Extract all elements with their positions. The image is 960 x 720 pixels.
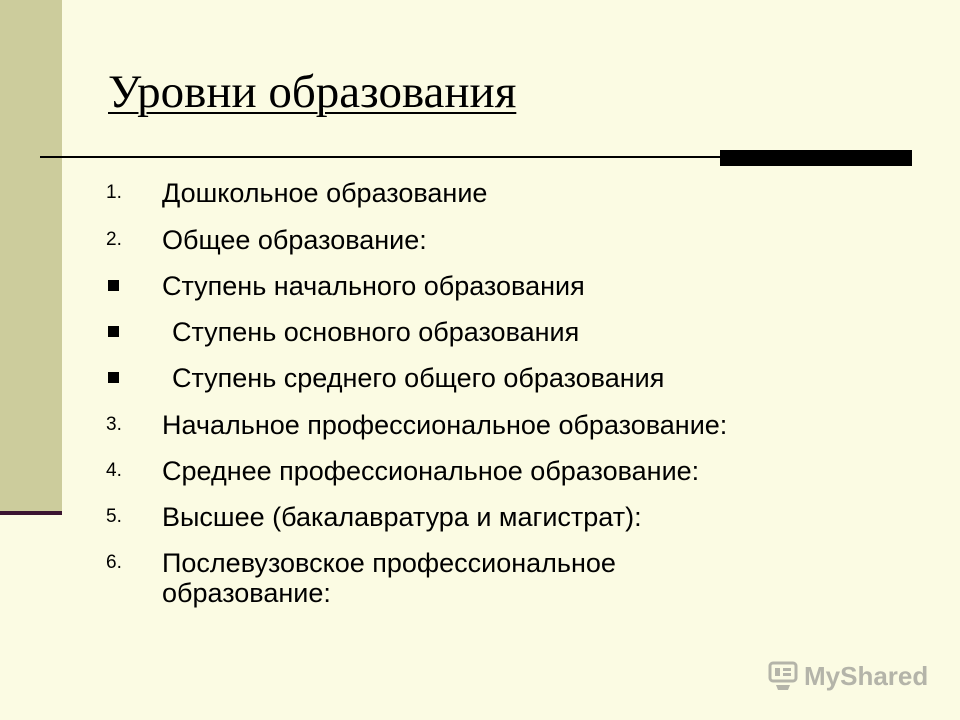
list-number: 5.	[106, 506, 122, 527]
square-bullet-icon	[108, 372, 119, 383]
list-item-text: Ступень основного образования	[172, 317, 580, 347]
list-number: 6.	[106, 552, 122, 573]
myshared-watermark	[766, 656, 928, 696]
side-band-line	[0, 511, 62, 515]
list-number: 3.	[106, 414, 122, 435]
list-item-text: Ступень начального образования	[162, 271, 585, 301]
watermark-text: MyShared	[804, 660, 929, 691]
list-number: 1.	[106, 182, 122, 203]
list-number: 4.	[106, 460, 122, 481]
list-item-text: Среднее профессиональное образование:	[162, 456, 700, 486]
list-item-text: Общее образование:	[162, 225, 427, 255]
square-bullet-icon	[108, 280, 119, 291]
myshared-logo-icon	[766, 659, 800, 693]
side-band	[0, 0, 62, 512]
title-rule-thick	[720, 150, 912, 166]
list-item-text: Послевузовское профессиональное образование:	[162, 548, 616, 608]
square-bullet-icon	[108, 326, 119, 337]
list-item-text: Дошкольное образование	[162, 178, 488, 208]
list-item-text: Начальное профессиональное образование:	[162, 410, 728, 440]
title-rule-thin	[40, 156, 724, 158]
slide-title: Уровни образования	[108, 66, 517, 118]
list-item-text: Ступень среднего общего образования	[172, 363, 665, 393]
list-item-text: Высшее (бакалавратура и магистрат):	[162, 502, 642, 532]
list-number: 2.	[106, 229, 122, 250]
